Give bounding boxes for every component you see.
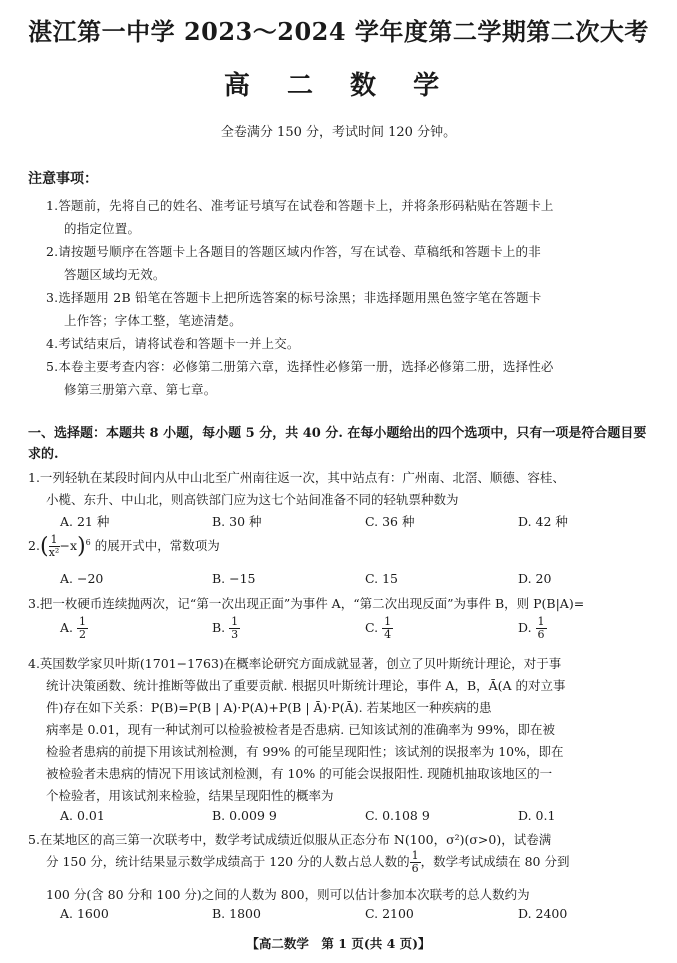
question-4-option-b: B. 0.009 9	[212, 808, 277, 823]
fraction-numerator: 1	[79, 615, 86, 628]
fraction-denominator: 6	[537, 628, 545, 641]
question-5-option-c: C. 2100	[365, 906, 414, 921]
notice-line: 上作答；字体工整，笔迹清楚。	[64, 313, 242, 328]
question-1-line: 小榄、东升、中山北，则高铁部门应为这七个站间准备不同的轻轨票种数为	[46, 492, 459, 507]
question-4-line: 统计决策函数、统计推断等做出了重要贡献. 根据贝叶斯统计理论，事件 A，B，Ā(A 的对立事	[46, 678, 566, 693]
option-label: D.	[518, 620, 532, 635]
question-4-line: 病率是 0.01，现有一种试剂可以检验被检者是否患病. 已知该试剂的准确率为 99%，即在被	[46, 722, 556, 737]
notice-line: 3.选择题用 2B 铅笔在答题卡上把所选答案的标号涂黑；非选择题用黑色签字笔在答题卡	[46, 290, 542, 305]
question-1-option-b: B. 30 种	[212, 514, 262, 529]
question-1-option-c: C. 36 种	[365, 514, 415, 529]
question-4-option-c: C. 0.108 9	[365, 808, 430, 823]
question-1-line: 1.一列轻轨在某段时间内从中山北至广州南往返一次，其中站点有：广州南、北滘、顺德、容桂、	[28, 470, 565, 485]
subject-title: 高 二 数 学	[223, 71, 454, 101]
question-5-text: ，数学考试成绩在 80 分到	[420, 854, 570, 869]
question-5-option-a: A. 1600	[60, 906, 109, 921]
notice-line: 修第三册第六章、第七章。	[64, 382, 217, 397]
fraction-numerator: 1	[537, 615, 545, 628]
question-2-option-a: A. −20	[60, 571, 104, 586]
page-footer: 【高二数学 第 1 页(共 4 页)】	[246, 936, 431, 951]
fraction-numerator: 1	[50, 533, 58, 546]
question-4-line: 被检验者未患病的情况下用该试剂检测，有 10% 的可能会误报阳性. 现随机抽取该地区的一	[46, 766, 553, 781]
question-4-option-d: D. 0.1	[518, 808, 556, 823]
option-fraction	[536, 616, 547, 641]
fraction-numerator: 1	[384, 615, 392, 628]
question-1-option-a: A. 21 种	[60, 514, 110, 529]
notice-heading: 注意事项：	[28, 171, 98, 187]
notice-line: 答题区域均无效。	[64, 267, 166, 282]
question-3-option-b	[212, 616, 240, 641]
question-2-number: 2.	[28, 538, 40, 553]
fraction-denominator: 6	[411, 862, 419, 875]
section-heading: 一、选择题：本题共 8 小题，每小题 5 分，共 40 分. 在每小题给出的四个选项中，只有一项是符合题目要求的.	[28, 426, 647, 462]
notice-line: 1.答题前，先将自己的姓名、准考证号填写在试卷和答题卡上，并将条形码粘贴在答题卡上	[46, 198, 554, 213]
option-fraction	[382, 616, 393, 641]
question-2-text: 的展开式中，常数项为	[94, 538, 220, 553]
question-5-line: 100 分(含 80 分和 100 分)之间的人数为 800，则可以估计参加本次联考的总人数约为	[46, 887, 530, 902]
question-5-line: 5.在某地区的高三第一次联考中，数学考试成绩近似服从正态分布 N(100，σ²)(σ>0)，试卷满	[28, 832, 552, 847]
question-2-fraction	[49, 534, 60, 559]
option-label: C.	[365, 620, 379, 635]
fraction-numerator: 1	[231, 615, 239, 628]
question-5-fraction	[410, 850, 421, 875]
question-3-option-d	[518, 616, 547, 641]
fraction-denominator: 4	[384, 628, 392, 641]
notice-line: 2.请按题号顺序在答题卡上各题目的答题区域内作答，写在试卷、草稿纸和答题卡上的非	[46, 244, 541, 259]
option-label: A.	[60, 620, 74, 635]
right-paren: )	[77, 534, 86, 559]
question-3-option-c	[365, 616, 393, 641]
fraction-denominator: x²	[48, 546, 60, 559]
option-label: B.	[212, 620, 226, 635]
question-2-option-d: D. 20	[518, 571, 552, 586]
notice-line: 的指定位置。	[64, 221, 141, 236]
question-4-line: 个检验者，用该试剂来检验，结果呈现阳性的概率为	[46, 788, 334, 803]
fraction-denominator: 3	[231, 628, 239, 641]
question-3-option-a	[60, 616, 88, 641]
question-2-option-b: B. −15	[212, 571, 256, 586]
question-2-exponent: 6	[85, 537, 91, 547]
question-4-line: 4.英国数学家贝叶斯(1701−1763)在概率论研究方面成就显著，创立了贝叶斯统计理论，对于事	[28, 656, 562, 671]
question-5-line	[46, 850, 569, 875]
exam-meta: 全卷满分 150 分，考试时间 120 分钟。	[220, 125, 457, 140]
question-4-line: 检验者患病的前提下用该试剂检测，有 99% 的可能呈现阳性；该试剂的误报率为 10%，即在	[46, 744, 564, 759]
question-2-term: −x	[59, 538, 78, 553]
notice-line: 5.本卷主要考查内容：必修第二册第六章，选择性必修第一册，选择必修第二册，选择性必	[46, 359, 554, 374]
question-5-option-d: D. 2400	[518, 906, 568, 921]
left-paren: (	[39, 534, 49, 559]
fraction-numerator: 1	[411, 849, 419, 862]
question-1-option-d: D. 42 种	[518, 514, 568, 529]
question-5-text: 分 150 分，统计结果显示数学成绩高于 120 分的人数占总人数的	[46, 854, 410, 869]
question-4-option-a: A. 0.01	[60, 808, 105, 823]
question-5-option-b: B. 1800	[212, 906, 261, 921]
notice-line: 4.考试结束后，请将试卷和答题卡一并上交。	[46, 336, 300, 351]
option-fraction	[77, 616, 88, 641]
question-2-option-c: C. 15	[365, 571, 398, 586]
question-4-line: 件)存在如下关系：P(B)=P(B | A)·P(A)+P(B | Ā)·P(Ā). 若某地区一种疾病的患	[46, 700, 492, 715]
exam-title: 湛江第一中学 2023～2024 学年度第二学期第二次大考	[28, 17, 649, 46]
question-2-line	[28, 534, 220, 559]
option-fraction	[229, 616, 240, 641]
fraction-denominator: 2	[79, 628, 86, 641]
question-3-line: 3.把一枚硬币连续抛两次，记“第一次出现正面”为事件 A，“第二次出现反面”为事件 B，则 P(B|A)=	[28, 596, 585, 611]
